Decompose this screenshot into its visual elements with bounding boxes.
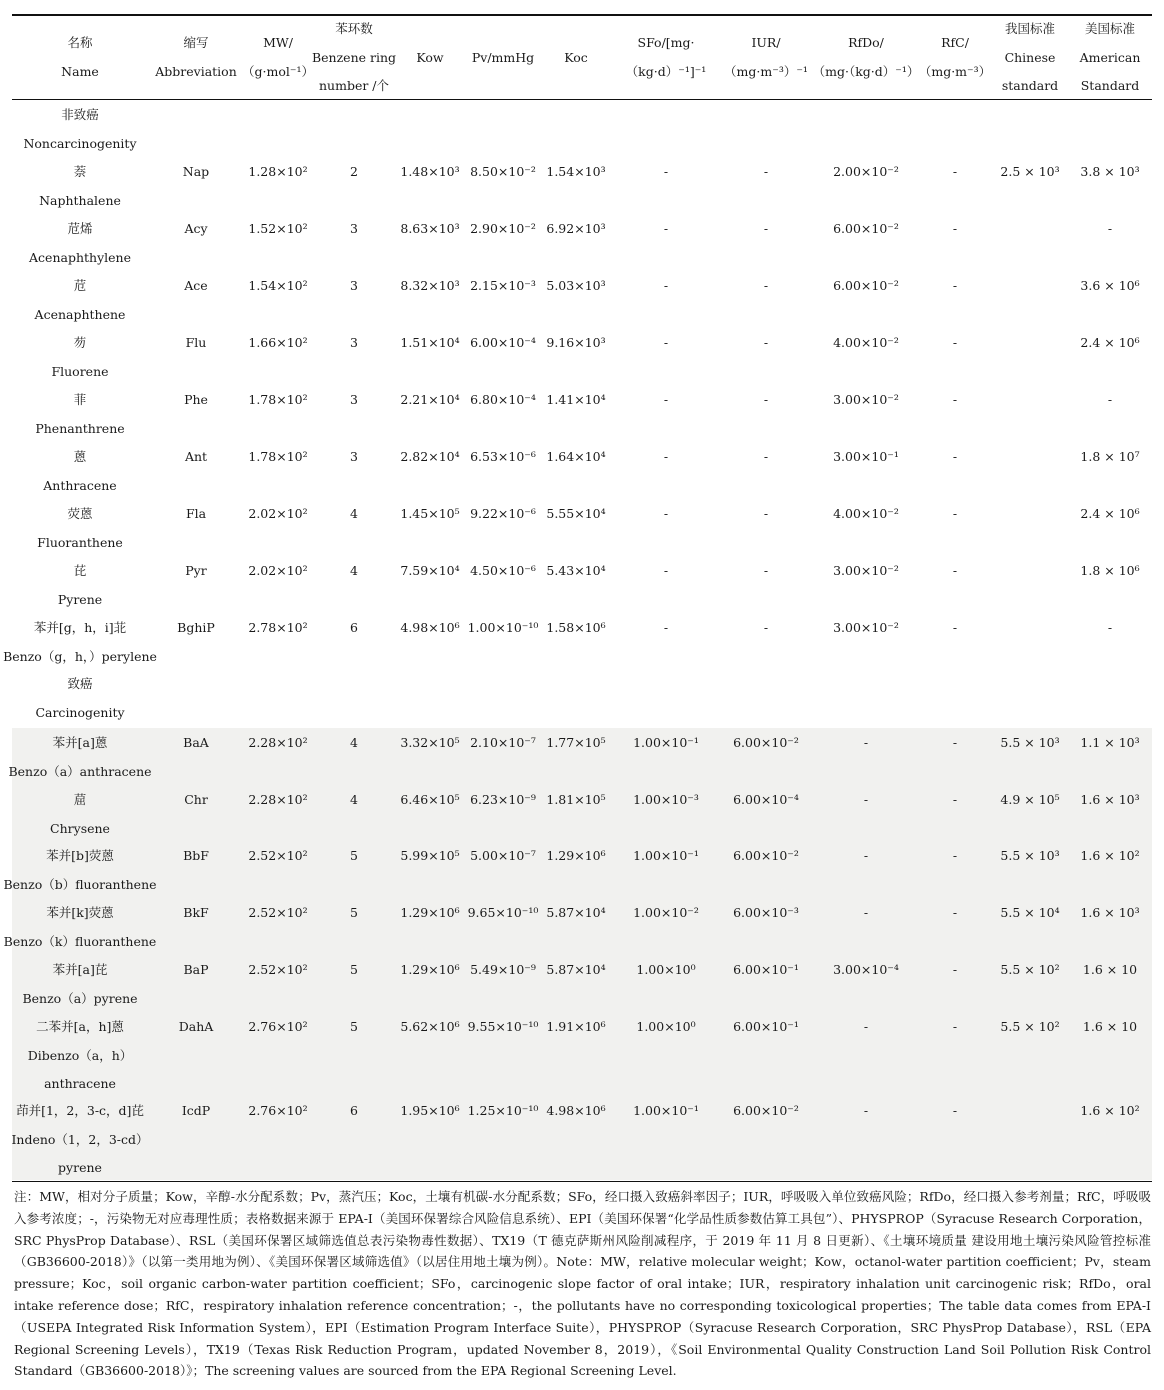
pv-cell: 5.00×10⁻⁷: [470, 848, 536, 863]
koc-cell: 4.98×10⁶: [546, 1103, 606, 1118]
compound-name-en: Fluorene: [51, 364, 109, 379]
header-sfo-2: （kg·d）⁻¹]⁻¹: [625, 64, 707, 79]
compound-name-cn: 蒽: [73, 449, 87, 464]
iur-cell: 6.00×10⁻²: [733, 848, 799, 863]
koc-cell: 6.92×10³: [546, 221, 606, 236]
iur-cell: -: [763, 335, 769, 350]
rfdo-cell: -: [863, 1019, 869, 1034]
kow-cell: 5.99×10⁵: [400, 848, 460, 863]
rfdo-cell: 3.00×10⁻⁴: [833, 962, 899, 977]
pv-cell: 6.80×10⁻⁴: [470, 392, 536, 407]
rfdo-cell: 2.00×10⁻²: [833, 164, 899, 179]
pv-cell: 9.65×10⁻¹⁰: [467, 905, 539, 920]
abbr-cell: DahA: [178, 1019, 214, 1034]
compound-name-cn: 芘: [73, 563, 87, 578]
us-std-cell: -: [1107, 221, 1113, 236]
rfdo-cell: 3.00×10⁻¹: [833, 449, 899, 464]
header-rfc-1: RfC/: [941, 35, 969, 50]
us-std-cell: 1.6 × 10: [1082, 962, 1138, 977]
rfc-cell: -: [952, 1019, 958, 1034]
abbr-cell: Chr: [184, 792, 208, 807]
header-name-cn: 名称: [67, 35, 93, 50]
header-rfc-2: （mg·m⁻³）: [918, 64, 992, 79]
abbr-cell: IcdP: [181, 1103, 211, 1118]
koc-cell: 5.87×10⁴: [546, 962, 606, 977]
compound-name-en: Naphthalene: [39, 193, 121, 208]
rfc-cell: -: [952, 620, 958, 635]
pv-cell: 1.00×10⁻¹⁰: [467, 620, 539, 635]
ring-cell: 5: [350, 1019, 358, 1034]
kow-cell: 1.29×10⁶: [400, 905, 460, 920]
pv-cell: 8.50×10⁻²: [470, 164, 536, 179]
koc-cell: 1.77×10⁵: [546, 735, 606, 750]
pv-cell: 2.90×10⁻²: [470, 221, 536, 236]
ring-cell: 3: [350, 278, 358, 293]
us-std-cell: 2.4 × 10⁶: [1080, 335, 1140, 350]
table-header-rule: [12, 99, 1152, 100]
cn-std-cell: 5.5 × 10²: [1000, 1019, 1060, 1034]
compound-name-cn: 苊: [73, 278, 87, 293]
iur-cell: -: [763, 563, 769, 578]
mw-cell: 2.28×10²: [248, 792, 308, 807]
koc-cell: 5.43×10⁴: [546, 563, 606, 578]
rfc-cell: -: [952, 221, 958, 236]
rfc-cell: -: [952, 905, 958, 920]
section-carc-cn: 致癌: [67, 676, 93, 691]
abbr-cell: Ace: [184, 278, 208, 293]
iur-cell: -: [763, 392, 769, 407]
mw-cell: 1.66×10²: [248, 335, 308, 350]
us-std-cell: 1.6 × 10²: [1080, 848, 1140, 863]
header-ring-en2: number /个: [318, 78, 390, 93]
ring-cell: 4: [350, 506, 358, 521]
koc-cell: 5.03×10³: [546, 278, 606, 293]
koc-cell: 1.41×10⁴: [546, 392, 606, 407]
ring-cell: 3: [350, 392, 358, 407]
header-kow: Kow: [416, 50, 444, 65]
iur-cell: 6.00×10⁻⁴: [733, 792, 799, 807]
sfo-cell: 1.00×10⁻¹: [633, 848, 699, 863]
rfc-cell: -: [952, 278, 958, 293]
compound-name-en: Benzo（a）pyrene: [22, 991, 138, 1006]
us-std-cell: -: [1107, 392, 1113, 407]
cn-std-cell: 5.5 × 10³: [1000, 848, 1060, 863]
mw-cell: 1.78×10²: [248, 392, 308, 407]
rfc-cell: -: [952, 962, 958, 977]
sfo-cell: -: [663, 221, 669, 236]
kow-cell: 8.32×10³: [400, 278, 460, 293]
iur-cell: -: [763, 620, 769, 635]
header-mw-2: （g·mol⁻¹）: [242, 64, 314, 79]
sfo-cell: 1.00×10⁻¹: [633, 735, 699, 750]
rfdo-cell: 6.00×10⁻²: [833, 278, 899, 293]
rfc-cell: -: [952, 164, 958, 179]
kow-cell: 4.98×10⁶: [400, 620, 460, 635]
table-bottom-rule: [12, 1181, 1152, 1182]
ring-cell: 6: [350, 620, 358, 635]
compound-name-cn: 苯并[g，h，i]苝: [33, 620, 127, 635]
sfo-cell: 1.00×10⁰: [636, 1019, 696, 1034]
us-std-cell: 3.6 × 10⁶: [1080, 278, 1140, 293]
mw-cell: 2.52×10²: [248, 962, 308, 977]
compound-name-en: Acenaphthene: [34, 307, 126, 322]
mw-cell: 2.52×10²: [248, 848, 308, 863]
mw-cell: 1.52×10²: [248, 221, 308, 236]
rfdo-cell: -: [863, 1103, 869, 1118]
mw-cell: 2.28×10²: [248, 735, 308, 750]
header-mw-1: MW/: [263, 35, 293, 50]
koc-cell: 1.91×10⁶: [546, 1019, 606, 1034]
header-us-std-2: American: [1079, 50, 1141, 65]
sfo-cell: 1.00×10⁻²: [633, 905, 699, 920]
compound-name-en: Chrysene: [50, 821, 110, 836]
header-cn-std-1: 我国标准: [1004, 21, 1056, 36]
us-std-cell: 1.6 × 10³: [1080, 792, 1140, 807]
header-cn-std-2: Chinese: [1004, 50, 1056, 65]
abbr-cell: Fla: [185, 506, 207, 521]
iur-cell: 6.00×10⁻¹: [733, 1019, 799, 1034]
cn-std-cell: 5.5 × 10³: [1000, 735, 1060, 750]
kow-cell: 1.95×10⁶: [400, 1103, 460, 1118]
mw-cell: 1.28×10²: [248, 164, 308, 179]
rfc-cell: -: [952, 735, 958, 750]
ring-cell: 4: [350, 735, 358, 750]
pv-cell: 6.00×10⁻⁴: [470, 335, 536, 350]
header-us-std-3: Standard: [1080, 78, 1140, 93]
iur-cell: -: [763, 221, 769, 236]
koc-cell: 9.16×10³: [546, 335, 606, 350]
sfo-cell: -: [663, 563, 669, 578]
mw-cell: 2.76×10²: [248, 1103, 308, 1118]
abbr-cell: BkF: [183, 905, 209, 920]
cn-std-cell: 5.5 × 10⁴: [1000, 905, 1060, 920]
compound-name-en: Fluoranthene: [37, 535, 123, 550]
iur-cell: 6.00×10⁻²: [733, 1103, 799, 1118]
pv-cell: 6.23×10⁻⁹: [470, 792, 536, 807]
rfc-cell: -: [952, 449, 958, 464]
compound-name-cn: 苯并[k]荧蒽: [46, 905, 114, 920]
iur-cell: -: [763, 506, 769, 521]
ring-cell: 6: [350, 1103, 358, 1118]
sfo-cell: -: [663, 620, 669, 635]
header-sfo-1: SFo/[mg·: [637, 35, 695, 50]
pv-cell: 6.53×10⁻⁶: [470, 449, 536, 464]
kow-cell: 7.59×10⁴: [400, 563, 460, 578]
rfdo-cell: -: [863, 792, 869, 807]
section-carc-en: Carcinogenity: [35, 705, 125, 720]
compound-name-cn: 苯并[a]芘: [52, 962, 108, 977]
abbr-cell: BghiP: [177, 620, 215, 635]
ring-cell: 4: [350, 563, 358, 578]
compound-name-en: Indeno（1，2，3-cd）: [11, 1132, 149, 1147]
sfo-cell: -: [663, 392, 669, 407]
kow-cell: 1.45×10⁵: [400, 506, 460, 521]
mw-cell: 2.78×10²: [248, 620, 308, 635]
pv-cell: 9.55×10⁻¹⁰: [467, 1019, 539, 1034]
kow-cell: 3.32×10⁵: [400, 735, 460, 750]
compound-name-cn: 苯并[a]蒽: [52, 735, 108, 750]
pv-cell: 4.50×10⁻⁶: [470, 563, 536, 578]
abbr-cell: Pyr: [185, 563, 207, 578]
rfdo-cell: 4.00×10⁻²: [833, 335, 899, 350]
sfo-cell: -: [663, 449, 669, 464]
header-iur-2: （mg·m⁻³）⁻¹: [724, 64, 808, 79]
header-iur-1: IUR/: [751, 35, 781, 50]
koc-cell: 1.54×10³: [546, 164, 606, 179]
sfo-cell: 1.00×10⁰: [636, 962, 696, 977]
abbr-cell: Phe: [184, 392, 208, 407]
us-std-cell: 1.6 × 10²: [1080, 1103, 1140, 1118]
header-rfdo-2: （mg·（kg·d）⁻¹）: [812, 64, 920, 79]
cn-std-cell: 2.5 × 10³: [1000, 164, 1060, 179]
header-abbr-en: Abbreviation: [155, 64, 237, 79]
table-top-rule: [12, 14, 1152, 16]
abbr-cell: BaP: [183, 962, 209, 977]
kow-cell: 8.63×10³: [400, 221, 460, 236]
mw-cell: 2.76×10²: [248, 1019, 308, 1034]
pv-cell: 9.22×10⁻⁶: [470, 506, 536, 521]
rfc-cell: -: [952, 1103, 958, 1118]
header-abbr-cn: 缩写: [183, 35, 209, 50]
sfo-cell: -: [663, 506, 669, 521]
pv-cell: 2.10×10⁻⁷: [470, 735, 536, 750]
koc-cell: 1.64×10⁴: [546, 449, 606, 464]
compound-name-cn: 菲: [73, 392, 87, 407]
ring-cell: 3: [350, 449, 358, 464]
ring-cell: 5: [350, 905, 358, 920]
cn-std-cell: 5.5 × 10²: [1000, 962, 1060, 977]
abbr-cell: Nap: [182, 164, 210, 179]
compound-name-en-cont: anthracene: [44, 1076, 116, 1091]
compound-name-cn: 苊烯: [67, 221, 93, 236]
rfdo-cell: 3.00×10⁻²: [833, 563, 899, 578]
kow-cell: 1.48×10³: [400, 164, 460, 179]
compound-name-cn: 芴: [73, 335, 87, 350]
kow-cell: 1.29×10⁶: [400, 962, 460, 977]
rfc-cell: -: [952, 506, 958, 521]
us-std-cell: 1.1 × 10³: [1080, 735, 1140, 750]
us-std-cell: 1.6 × 10³: [1080, 905, 1140, 920]
ring-cell: 4: [350, 792, 358, 807]
header-rfdo-1: RfDo/: [848, 35, 884, 50]
iur-cell: 6.00×10⁻²: [733, 735, 799, 750]
compound-name-en: Pyrene: [57, 592, 103, 607]
rfdo-cell: 3.00×10⁻²: [833, 392, 899, 407]
abbr-cell: Acy: [184, 221, 208, 236]
rfdo-cell: 3.00×10⁻²: [833, 620, 899, 635]
koc-cell: 5.87×10⁴: [546, 905, 606, 920]
us-std-cell: 1.8 × 10⁶: [1080, 563, 1140, 578]
compound-name-cn: 茚并[1，2，3-c，d]芘: [16, 1103, 144, 1118]
rfc-cell: -: [952, 392, 958, 407]
compound-name-en: Phenanthrene: [35, 421, 125, 436]
ring-cell: 5: [350, 848, 358, 863]
compound-name-en: Benzo（k）fluoranthene: [3, 934, 157, 949]
compound-name-cn: 荧蒽: [67, 506, 93, 521]
us-std-cell: 1.8 × 10⁷: [1080, 449, 1140, 464]
abbr-cell: BaA: [183, 735, 209, 750]
compound-name-cn: 苯并[b]荧蒽: [46, 848, 114, 863]
iur-cell: -: [763, 278, 769, 293]
rfdo-cell: 6.00×10⁻²: [833, 221, 899, 236]
compound-name-cn: 䓛: [73, 792, 87, 807]
header-ring-cn: 苯环数: [335, 21, 373, 36]
rfdo-cell: -: [863, 905, 869, 920]
header-cn-std-3: standard: [1001, 78, 1059, 93]
mw-cell: 2.02×10²: [248, 506, 308, 521]
cn-std-cell: 4.9 × 10⁵: [1000, 792, 1060, 807]
sfo-cell: 1.00×10⁻³: [633, 792, 699, 807]
compound-name-en-cont: pyrene: [58, 1160, 102, 1175]
koc-cell: 1.58×10⁶: [546, 620, 606, 635]
rfc-cell: -: [952, 848, 958, 863]
header-ring-en1: Benzene ring: [311, 50, 397, 65]
compound-name-en: Acenaphthylene: [29, 250, 131, 265]
mw-cell: 2.52×10²: [248, 905, 308, 920]
sfo-cell: -: [663, 335, 669, 350]
sfo-cell: -: [663, 164, 669, 179]
sfo-cell: 1.00×10⁻¹: [633, 1103, 699, 1118]
header-pv: Pv/mmHg: [471, 50, 535, 65]
kow-cell: 6.46×10⁵: [400, 792, 460, 807]
compound-name-cn: 萘: [73, 164, 87, 179]
iur-cell: 6.00×10⁻¹: [733, 962, 799, 977]
compound-name-en: Benzo（a）anthracene: [8, 764, 152, 779]
rfc-cell: -: [952, 563, 958, 578]
rfdo-cell: -: [863, 735, 869, 750]
compound-name-en: Dibenzo（a，h）: [27, 1048, 133, 1063]
ring-cell: 3: [350, 221, 358, 236]
abbr-cell: BbF: [183, 848, 209, 863]
mw-cell: 1.78×10²: [248, 449, 308, 464]
iur-cell: 6.00×10⁻³: [733, 905, 799, 920]
pv-cell: 2.15×10⁻³: [470, 278, 536, 293]
ring-cell: 3: [350, 335, 358, 350]
rfdo-cell: -: [863, 848, 869, 863]
iur-cell: -: [763, 449, 769, 464]
kow-cell: 5.62×10⁶: [400, 1019, 460, 1034]
header-name-en: Name: [61, 64, 99, 79]
header-koc: Koc: [564, 50, 588, 65]
abbr-cell: Flu: [185, 335, 207, 350]
compound-name-en: Anthracene: [43, 478, 117, 493]
rfc-cell: -: [952, 792, 958, 807]
us-std-cell: 1.6 × 10: [1082, 1019, 1138, 1034]
table-notes: 注：MW，相对分子质量；Kow，辛醇-水分配系数；Pv，蒸汽压；Koc，土壤有机碳-水分配系数；SFo，经口摄入致癌斜率因子；IUR，呼吸吸入单位致癌风险；RfDo，经口摄入参考剂量；RfC，呼吸吸入参考浓度；-，污染物无对应毒理性质；表格数据来源于 EPA-I（美国环保署综合风险信息系统）、EPI（美国环保署“化学品性质参数估算工具包”）、PHYSPROP（Syracuse Research Corporation，SRC PhysProp Database）、RSL（美国环保署区域筛选值总表污染物毒性数据）、TX19（T 德克萨斯州风险削减程序，于 2019 年 11 月 8 日更新）、《土壤环境质量 建设用地土壤污染风险管控标准（GB36600-2018）》（以第一类用地为例）、《美国环保署区域筛选值》（以居住用地土壤为例）。Note：MW，relative molecular weight；Kow，octanol-water partition coefficient；Pv，steam pressure；Koc，soil organic carbon-water partition coefficient；SFo，carcinogenic slope factor of oral intake；IUR，respiratory inhalation unit carcinogenic risk；RfDo，oral intake reference dose；RfC，respiratory inhalation reference concentration；-，the pollutants have no corresponding toxicological properties；The table data comes from EPA-I（USEPA Integrated Risk Information System），EPI（Estimation Program Interface Suite），PHYSPROP（Syracuse Research Corporation，SRC PhysProp Database），RSL（EPA Regional Screening Levels），TX19（Texas Risk Reduction Program，updated November 8，2019），《Soil Environmental Quality Construction Land Soil Pollution Risk Control Standard（GB36600-2018）》；The screening values are sourced from the EPA Regional Screening Level.: [14, 1189, 1151, 1379]
us-std-cell: 2.4 × 10⁶: [1080, 506, 1140, 521]
section-noncarc-en: Noncarcinogenity: [23, 136, 137, 151]
compound-name-en: Benzo（b）fluoranthene: [3, 877, 157, 892]
koc-cell: 5.55×10⁴: [546, 506, 606, 521]
compound-name-en: Benzo（g，h，）perylene: [3, 649, 157, 664]
mw-cell: 1.54×10²: [248, 278, 308, 293]
us-std-cell: 3.8 × 10³: [1080, 164, 1140, 179]
header-us-std-1: 美国标准: [1084, 21, 1136, 36]
compound-name-cn: 二苯并[a，h]蒽: [36, 1019, 124, 1034]
mw-cell: 2.02×10²: [248, 563, 308, 578]
abbr-cell: Ant: [184, 449, 208, 464]
kow-cell: 2.21×10⁴: [400, 392, 460, 407]
pv-cell: 1.25×10⁻¹⁰: [467, 1103, 539, 1118]
ring-cell: 2: [350, 164, 358, 179]
us-std-cell: -: [1107, 620, 1113, 635]
rfdo-cell: 4.00×10⁻²: [833, 506, 899, 521]
rfc-cell: -: [952, 335, 958, 350]
koc-cell: 1.81×10⁵: [546, 792, 606, 807]
kow-cell: 2.82×10⁴: [400, 449, 460, 464]
section-noncarc-cn: 非致癌: [61, 107, 99, 122]
ring-cell: 5: [350, 962, 358, 977]
sfo-cell: -: [663, 278, 669, 293]
pv-cell: 5.49×10⁻⁹: [470, 962, 536, 977]
kow-cell: 1.51×10⁴: [400, 335, 460, 350]
koc-cell: 1.29×10⁶: [546, 848, 606, 863]
iur-cell: -: [763, 164, 769, 179]
